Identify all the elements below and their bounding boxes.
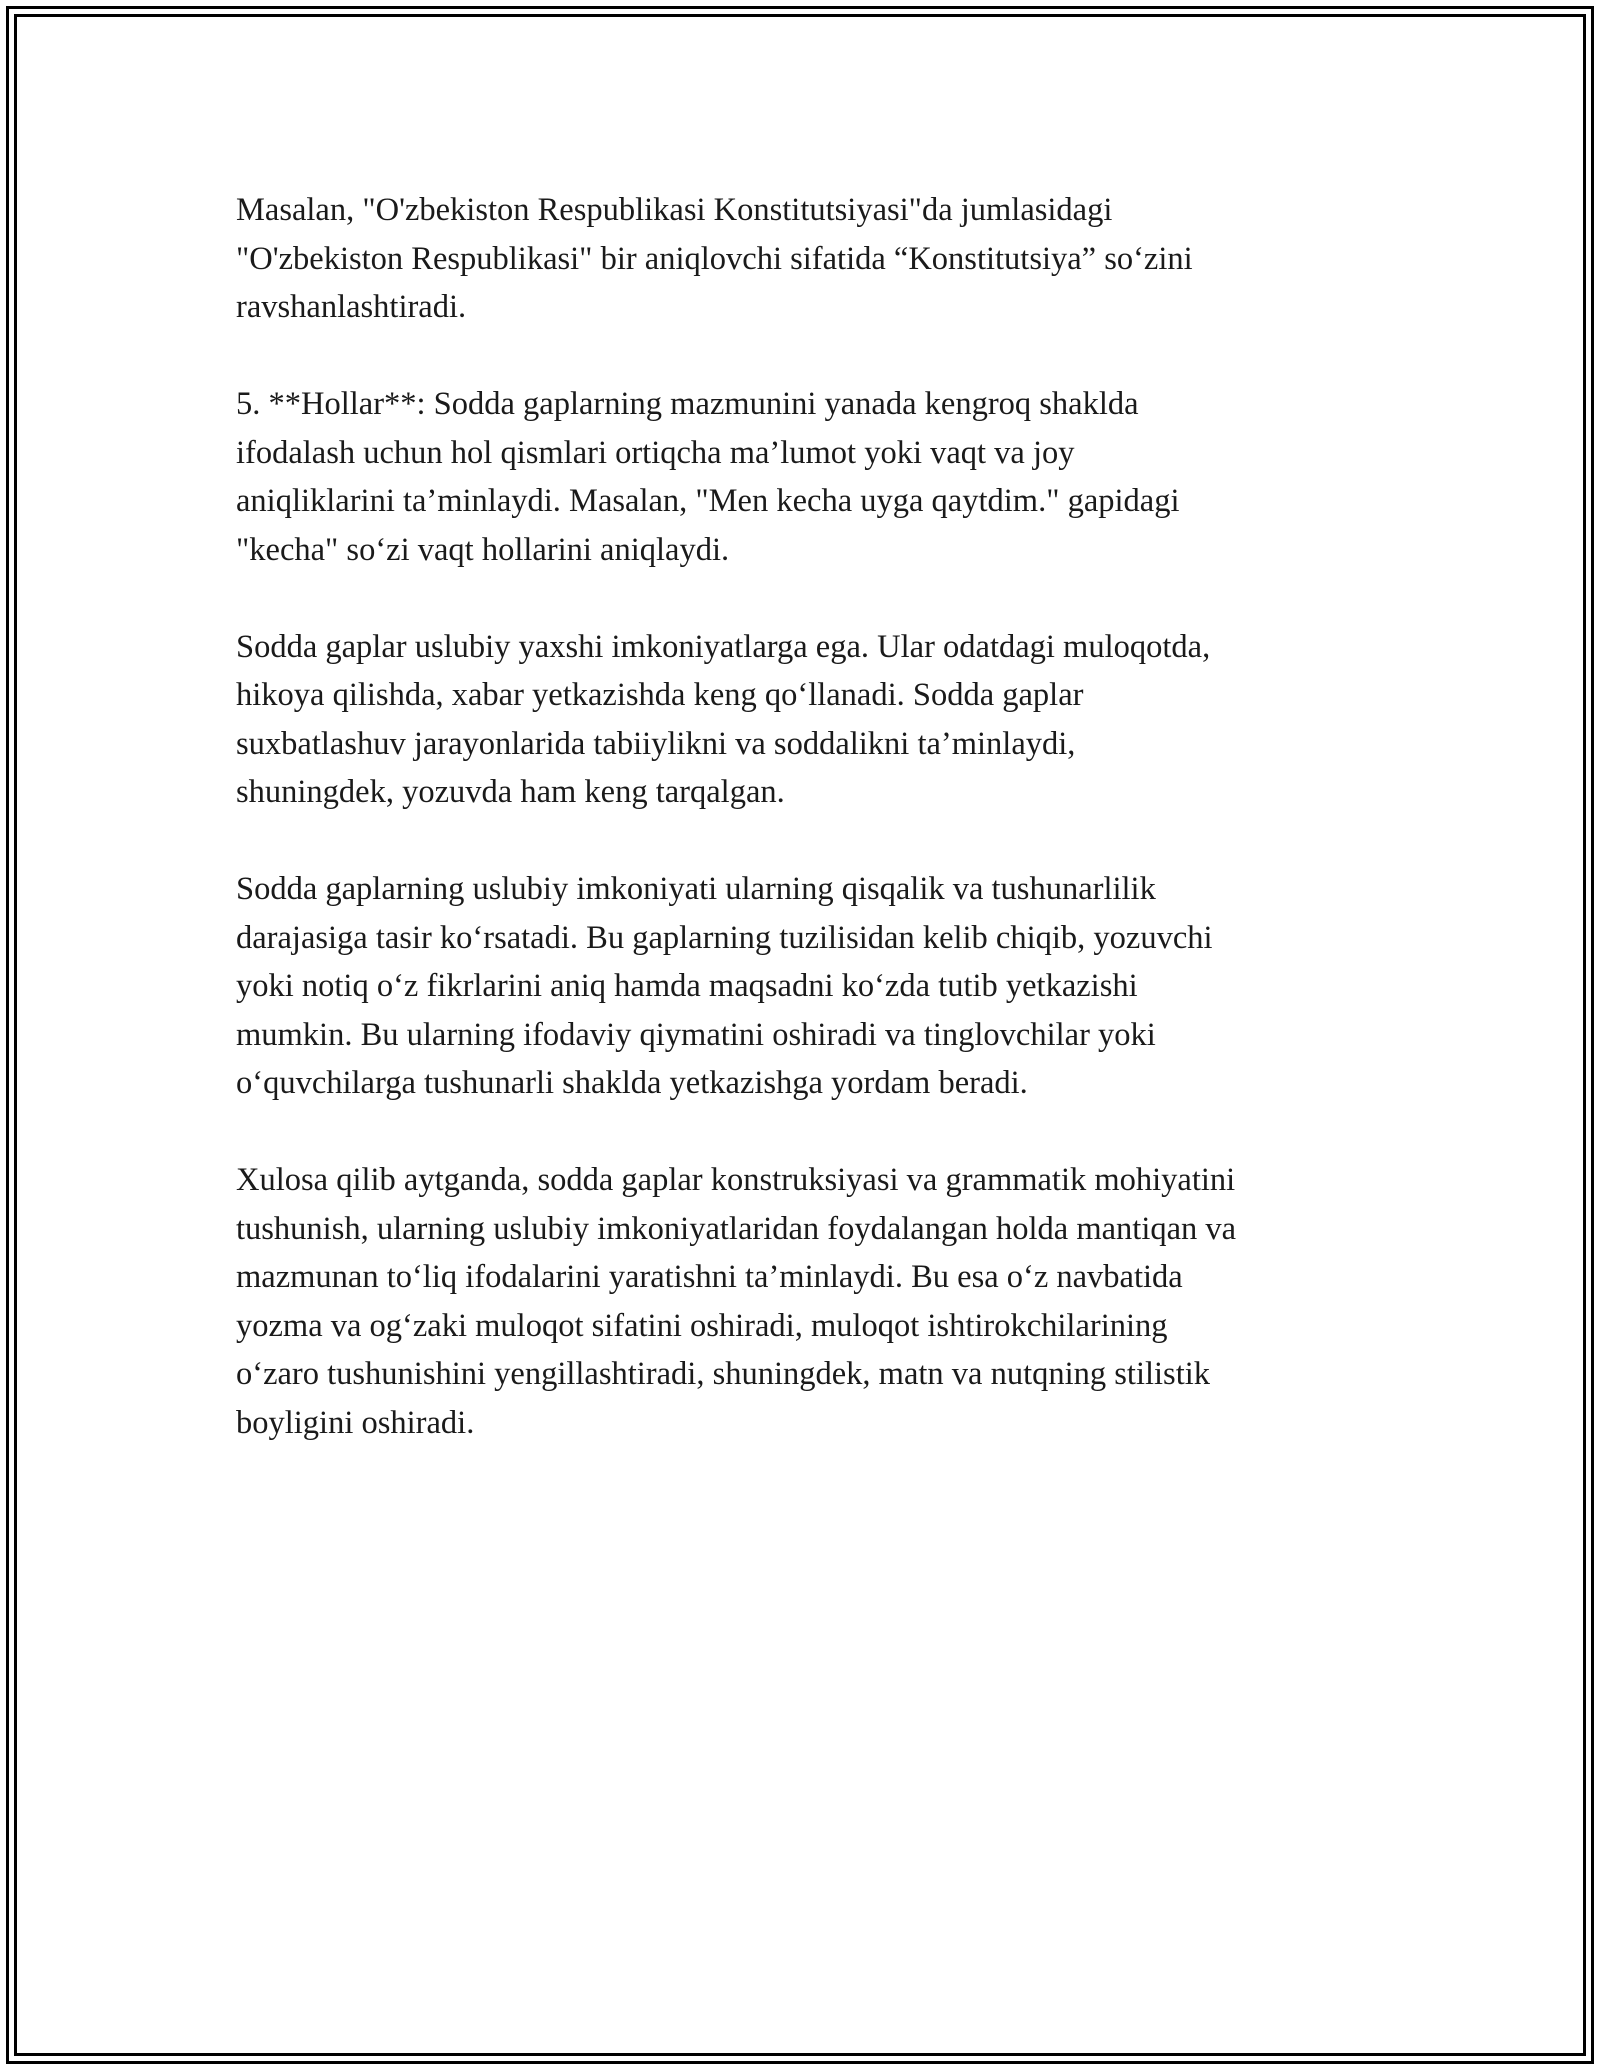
paragraph-hollar: 5. **Hollar**: Sodda gaplarning mazmunini yanada kengroq shaklda ifodalash uchun hol qismlari ortiqcha ma’lumot yoki vaqt va joy aniqliklarini ta’minlaydi. Masalan, "Men kecha uyga qaytdim." gapidagi "kecha" so‘zi vaqt hollarini aniqlaydi. [236,386,1180,568]
paragraph-conclusion: Xulosa qilib aytganda, sodda gaplar konstruksiyasi va grammatik mohiyatini tushunish, ularning uslubiy imkoniyatlaridan foydalangan holda mantiqan va mazmunan to‘liq ifodalarini yaratishni ta’minlaydi. Bu esa o‘z navbatida yozma va og‘zaki muloqot sifatini oshiradi, muloqot ishtirokchilarining o‘zaro tushunishini yengillashtiradi, shuningdek, matn va nutqning stilistik boyligini oshiradi. [236,1162,1237,1441]
paragraph-stylistic-possibilities: Sodda gaplar uslubiy yaxshi imkoniyatlarga ega. Ular odatdagi muloqotda, hikoya qilishda, xabar yetkazishda keng qo‘llanadi. Sodda gaplar suxbatlashuv jarayonlarida tabiiylikni va soddalikni ta’minlaydi, shuningdek, yozuvda ham keng tarqalgan. [236,628,1211,810]
document-body [236,186,1396,1496]
paragraph-brevity-clarity: Sodda gaplarning uslubiy imkoniyati ularning qisqalik va tushunarlilik darajasiga tasir ko‘rsatadi. Bu gaplarning tuzilisidan kelib chiqib, yozuvchi yoki notiq o‘z fikrlarini aniq hamda maqsadni ko‘zda tutib yetkazishi mumkin. Bu ularning ifodaviy qiymatini oshiradi va tinglovchilar yoki o‘quvchilarga tushunarli shaklda yetkazishga yordam beradi. [236,871,1213,1101]
paragraph-example-konstitutsiya: Masalan, "O'zbekiston Respublikasi Konstitutsiyasi"da jumlasidagi "O'zbekiston Respublikasi" bir aniqlovchi sifatida “Konstitutsiya” so‘zini ravshanlashtiradi. [236,192,1193,325]
